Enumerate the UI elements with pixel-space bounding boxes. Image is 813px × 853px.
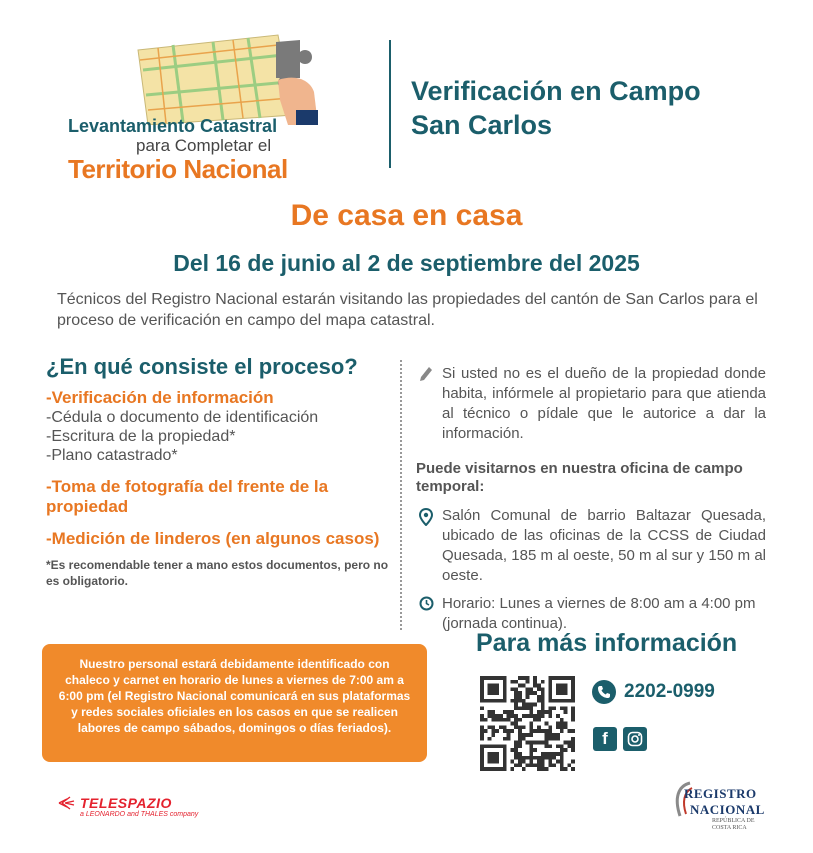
phone-number: 2202-0999	[624, 681, 715, 702]
instagram-icon[interactable]	[623, 727, 647, 751]
pencil-icon	[416, 364, 436, 382]
notice-section	[416, 364, 766, 634]
telespazio-logo	[58, 795, 198, 818]
document-item: -Escritura de la propiedad*	[46, 428, 236, 445]
social-links	[593, 727, 647, 751]
page-title	[411, 74, 701, 142]
campaign-line1: Levantamiento Catastral	[68, 116, 278, 136]
title-line1: Verificación en Campo	[411, 76, 701, 106]
hero-title: De casa en casa	[290, 199, 523, 232]
campaign-line3: Territorio Nacional	[68, 154, 288, 184]
process-title: ¿En qué consiste el proceso?	[46, 354, 358, 379]
contact-title: Para más información	[476, 629, 738, 657]
facebook-icon[interactable]: f	[593, 727, 617, 751]
clock-icon	[416, 594, 436, 611]
campaign-line2: para Completar el	[136, 136, 272, 155]
registro-nacional-logo	[672, 778, 782, 838]
phone-contact[interactable]	[592, 680, 715, 704]
telespazio-mark-icon	[58, 796, 76, 810]
office-schedule: Horario: Lunes a viernes de 8:00 am a 4:00 pm (jornada continua).	[442, 595, 756, 632]
rn-line2: NACIONAL	[690, 802, 765, 817]
verification-item: -Verificación de información	[46, 388, 274, 407]
measure-item: -Medición de linderos (en algunos casos)	[46, 529, 380, 548]
staff-notice-box: Nuestro personal estará debidamente identificado con chaleco y carnet en horario de lunes a viernes de 7:00 am a 6:00 pm (el Registro Nacional comunicará en sus plataformas y redes sociales oficiales en los casos en que se realicen labores de campo sábados, domingos o días feriados).	[42, 644, 427, 762]
rn-country	[712, 818, 755, 832]
visit-title: Puede visitarnos en nuestra oficina de campo temporal:	[416, 460, 743, 495]
column-divider	[400, 360, 402, 630]
footnote: *Es recomendable tener a mano estos documentos, pero no es obligatorio.	[46, 558, 389, 588]
telespazio-name: TELESPAZIO	[80, 795, 172, 811]
document-item: -Plano catastrado*	[46, 447, 178, 464]
telespazio-subtitle: a LEONARDO and THALES company	[80, 811, 199, 818]
location-pin-icon	[416, 506, 436, 526]
rn-line1: REGISTRO	[684, 786, 757, 801]
title-line2: San Carlos	[411, 110, 553, 140]
process-section	[46, 354, 396, 589]
campaign-logo	[48, 30, 338, 184]
header-divider	[389, 40, 391, 168]
qr-code[interactable]	[480, 676, 575, 771]
rn-country-line2: COSTA RICA	[712, 825, 747, 831]
document-item: -Cédula o documento de identificación	[46, 409, 319, 426]
intro-text: Técnicos del Registro Nacional estarán visitando las propiedades del cantón de San Carlos para el proceso de verificación en campo del mapa catastral.	[57, 291, 758, 329]
owner-notice: Si usted no es el dueño de la propiedad donde habita, infórmele al propietario para que atienda al técnico o pídale que le autorice a dar la información.	[442, 365, 766, 442]
photo-item: -Toma de fotografía del frente de la propiedad	[46, 477, 329, 516]
phone-icon	[592, 680, 616, 704]
map-puzzle-illustration	[128, 30, 318, 125]
office-location: Salón Comunal de barrio Baltazar Quesada, ubicado de las oficinas de la CCSS de Ciudad Quesada, 185 m al oeste, 50 m al sur y 150 m al oeste.	[442, 507, 766, 584]
rn-country-line1: REPÚBLICA DE	[712, 818, 755, 824]
date-range: Del 16 de junio al 2 de septiembre del 2025	[173, 250, 640, 276]
